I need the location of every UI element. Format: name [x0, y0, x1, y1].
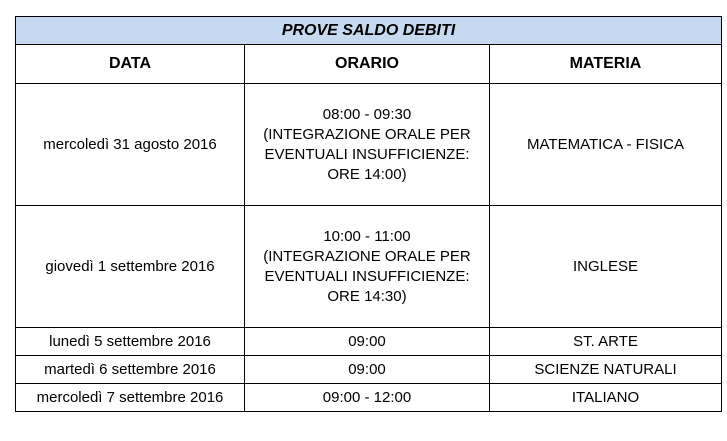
- table-row: [16, 384, 722, 412]
- cell-data: mercoledì 7 settembre 2016: [16, 384, 245, 412]
- cell-materia: SCIENZE NATURALI: [490, 356, 722, 384]
- table-row: [16, 206, 722, 328]
- header-row: [16, 45, 722, 84]
- header-materia: MATERIA: [490, 45, 722, 84]
- cell-data: lunedì 5 settembre 2016: [16, 328, 245, 356]
- orario-line: 10:00 - 11:00: [323, 227, 411, 245]
- cell-materia: INGLESE: [490, 206, 722, 328]
- cell-orario: [245, 206, 490, 328]
- cell-data: martedì 6 settembre 2016: [16, 356, 245, 384]
- table-row: [16, 328, 722, 356]
- orario-line: EVENTUALI INSUFFICIENZE:: [264, 145, 470, 163]
- cell-data: giovedì 1 settembre 2016: [16, 206, 245, 328]
- orario-line: (INTEGRAZIONE ORALE PER: [263, 125, 471, 143]
- exam-schedule-table: [15, 16, 722, 412]
- table-row: [16, 356, 722, 384]
- orario-line: EVENTUALI INSUFFICIENZE:: [264, 267, 470, 285]
- cell-materia: ST. ARTE: [490, 328, 722, 356]
- orario-line: 08:00 - 09:30: [322, 105, 412, 123]
- cell-orario: 09:00: [245, 356, 490, 384]
- header-orario: ORARIO: [245, 45, 490, 84]
- orario-line: (INTEGRAZIONE ORALE PER: [263, 247, 471, 265]
- cell-data: mercoledì 31 agosto 2016: [16, 84, 245, 206]
- cell-materia: MATEMATICA - FISICA: [490, 84, 722, 206]
- cell-materia: ITALIANO: [490, 384, 722, 412]
- cell-orario: [245, 84, 490, 206]
- cell-orario: 09:00 - 12:00: [245, 384, 490, 412]
- table-title: PROVE SALDO DEBITI: [16, 17, 722, 45]
- orario-line: ORE 14:30): [327, 287, 407, 305]
- table-row: [16, 84, 722, 206]
- title-row: [16, 17, 722, 45]
- orario-line: ORE 14:00): [327, 165, 407, 183]
- cell-orario: 09:00: [245, 328, 490, 356]
- header-data: DATA: [16, 45, 245, 84]
